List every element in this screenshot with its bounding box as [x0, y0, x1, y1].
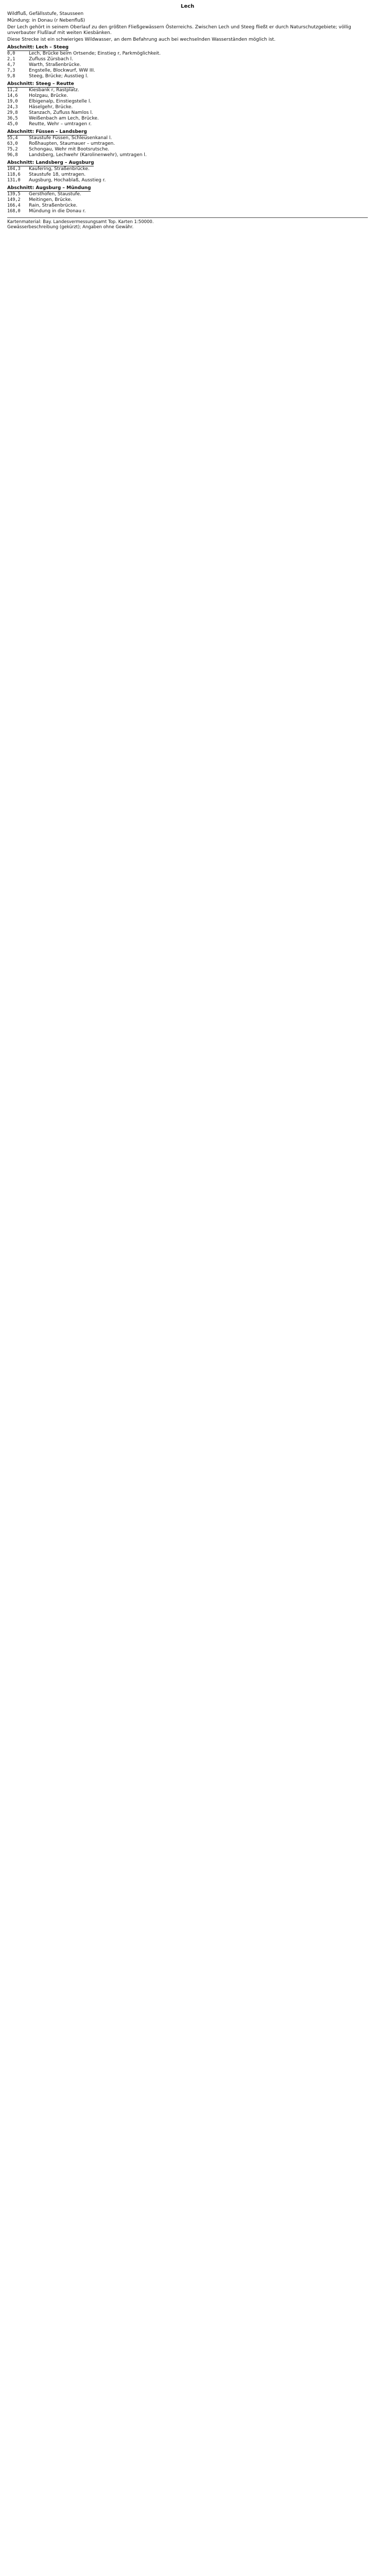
km-entry [7, 93, 368, 99]
section-heading: Abschnitt: Steeg – Reutte [7, 81, 74, 87]
km-entry [7, 74, 368, 79]
km-description: Warth, Straßenbrücke. [29, 62, 81, 67]
km-description: Zufluss Zürsbach l. [29, 57, 73, 62]
km-entry [7, 57, 368, 62]
intro-line: Mündung: in Donau (r Nebenfluß) [7, 18, 86, 23]
km-description: Kiesbank r, Rastplatz. [29, 88, 79, 93]
km-entry [7, 135, 368, 141]
km-description: Steeg, Brücke; Ausstieg l. [29, 74, 89, 79]
km-entry [7, 88, 368, 93]
route-section [7, 160, 368, 183]
km-description: Schongau, Wehr mit Bootsrutsche. [29, 147, 110, 152]
km-entry [7, 209, 368, 214]
km-description: Weißenbach am Lech, Brücke. [29, 116, 99, 121]
km-marker: 19,0 [7, 99, 18, 104]
km-marker: 45,0 [7, 122, 18, 127]
km-description: Rain, Straßenbrücke. [29, 203, 78, 208]
km-entry [7, 51, 368, 57]
km-description: Meitingen, Brücke. [29, 197, 73, 202]
km-marker: 4,7 [7, 62, 15, 67]
km-entry [7, 105, 368, 110]
km-marker: 149,2 [7, 197, 21, 202]
km-entry [7, 166, 368, 172]
km-description: Kaufering, Straßenbrücke. [29, 166, 90, 172]
km-marker: 131,0 [7, 178, 21, 183]
km-marker: 118,6 [7, 172, 21, 177]
km-entry [7, 68, 368, 74]
intro-line: Wildfluß, Gefällsstufe, Stausseen [7, 11, 84, 16]
km-description: Mündung in die Donau r. [29, 209, 86, 214]
km-marker: 9,8 [7, 74, 15, 79]
km-description: Holzgau, Brücke. [29, 93, 68, 98]
km-description: Landsberg, Lechwehr (Karolinenwehr), umtragen l. [29, 152, 147, 158]
section-heading: Abschnitt: Augsburg – Mündung [7, 185, 91, 191]
km-description: Reutte, Wehr – umtragen r. [29, 122, 92, 127]
footer-line: Kartenmaterial: Bay. Landesvermessungsamt Top. Karten 1:50000. [7, 219, 154, 225]
page-title: Lech [180, 4, 195, 9]
km-marker: 29,8 [7, 110, 18, 115]
km-marker: 0,0 [7, 51, 15, 56]
km-entry [7, 203, 368, 209]
km-marker: 14,6 [7, 93, 18, 98]
km-description: Gersthofen, Staustufe. [29, 192, 81, 197]
route-section [7, 81, 368, 127]
km-description: Augsburg, Hochablaß, Ausstieg r. [29, 178, 106, 183]
km-entry [7, 178, 368, 183]
km-description: Staustufe Füssen, Schleusenkanal l. [29, 135, 112, 141]
km-entry [7, 62, 368, 68]
km-marker: 168,0 [7, 209, 21, 214]
route-sections [7, 45, 368, 214]
km-entry [7, 116, 368, 122]
km-marker: 11,2 [7, 88, 18, 93]
km-marker: 2,1 [7, 57, 15, 62]
km-entry [7, 152, 368, 158]
section-heading: Abschnitt: Füssen – Landsberg [7, 129, 87, 134]
km-marker: 63,0 [7, 141, 18, 146]
intro-paragraph: Der Lech gehört in seinem Oberlauf zu den größten Fließgewässern Österreichs. Zwischen Lech und Steeg fließt er durch Naturschutzgebiete; völlig unverbauter Flußlauf mit weiten Kiesbänken. [7, 25, 351, 36]
route-section [7, 129, 368, 158]
route-section [7, 45, 368, 79]
km-marker: 75,2 [7, 147, 18, 152]
route-section [7, 185, 368, 214]
section-heading: Abschnitt: Landsberg – Augsburg [7, 160, 94, 165]
km-description: Häselgehr, Brücke. [29, 105, 73, 110]
km-marker: 104,3 [7, 166, 21, 172]
footer-line: Gewässerbeschreibung (gekürzt); Angaben ohne Gewähr. [7, 225, 134, 230]
km-description: Engstelle, Blockwurf, WW III. [29, 68, 95, 73]
km-entry [7, 172, 368, 178]
km-marker: 139,5 [7, 192, 21, 197]
km-description: Elbigenalp, Einstiegstelle l. [29, 99, 92, 104]
km-entry [7, 141, 368, 147]
km-description: Lech, Brücke beim Ortsende; Einstieg r, Parkmöglichkeit. [29, 51, 161, 56]
km-marker: 166,4 [7, 203, 21, 208]
km-entry [7, 192, 368, 197]
km-description: Stanzach, Zufluss Namlos l. [29, 110, 93, 115]
km-marker: 55,4 [7, 135, 18, 141]
km-marker: 24,3 [7, 105, 18, 110]
intro-paragraph: Diese Strecke ist ein schwieriges Wildwasser, an dem Befahrung auch bei wechselnden Wasserständen möglich ist. [7, 37, 276, 42]
km-entry [7, 122, 368, 127]
km-entry [7, 99, 368, 105]
footer [7, 217, 368, 230]
km-marker: 7,3 [7, 68, 15, 73]
km-entry [7, 197, 368, 203]
km-entry [7, 147, 368, 152]
km-marker: 96,8 [7, 152, 18, 158]
section-heading: Abschnitt: Lech – Steeg [7, 45, 69, 50]
km-marker: 36,5 [7, 116, 18, 121]
km-description: Staustufe 18, umtragen. [29, 172, 86, 177]
intro-block [7, 11, 368, 43]
km-description: Roßhaupten, Staumauer – umtragen. [29, 141, 115, 146]
km-entry [7, 110, 368, 116]
